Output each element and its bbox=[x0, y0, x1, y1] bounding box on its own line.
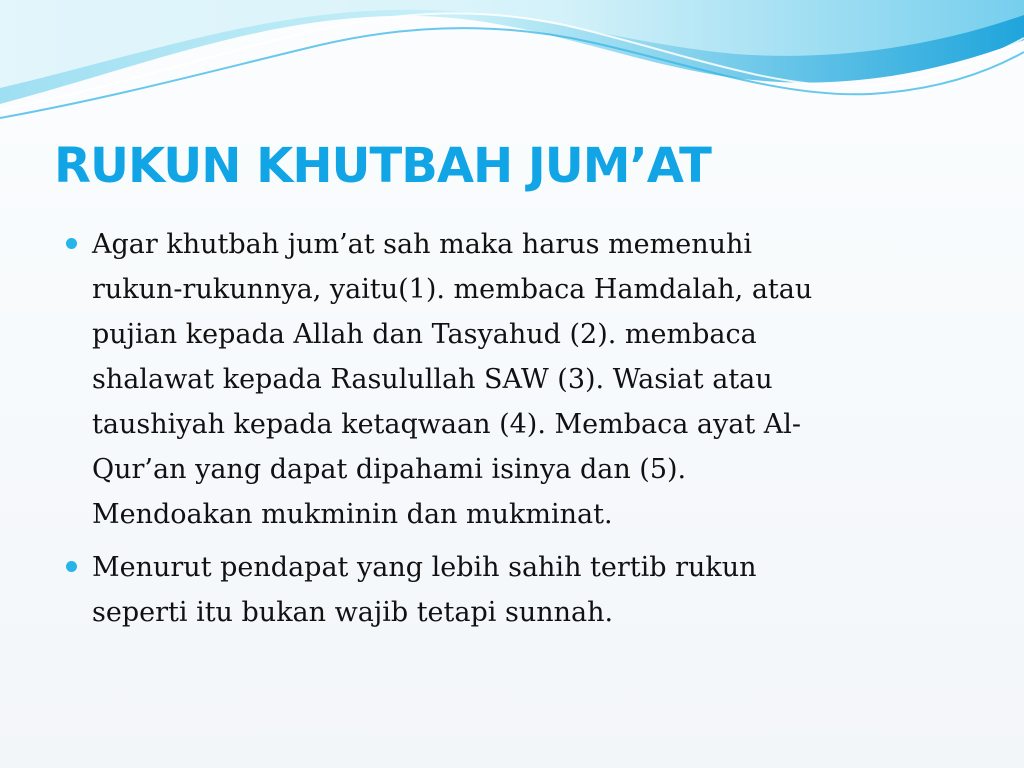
bullet-text-1: Agar khutbah jum’at sah maka harus memenuhi rukun-rukunnya, yaitu(1). membaca Hamdalah, atau pujian kepada Allah dan Tasyahud (2). membaca shalawat kepada Rasulullah SAW (3). Wasiat atau taushiyah kepada ketaqwaan (4). Membaca ayat Al- Qur’an yang dapat dipahami isinya dan (5). Mendoakan mukminin dan mukminat. bbox=[92, 229, 813, 530]
bullet-list bbox=[62, 222, 962, 643]
slide-title: RUKUN KHUTBAH JUM’AT bbox=[54, 138, 711, 194]
bullet-text-2: Menurut pendapat yang lebih sahih tertib rukun seperti itu bukan wajib tetapi sunnah. bbox=[92, 552, 757, 628]
bullet-icon bbox=[66, 238, 77, 249]
bullet-item-1 bbox=[62, 222, 962, 537]
bullet-item-2 bbox=[62, 545, 962, 635]
bullet-icon bbox=[66, 561, 77, 572]
header-wave-decoration bbox=[0, 0, 1024, 125]
